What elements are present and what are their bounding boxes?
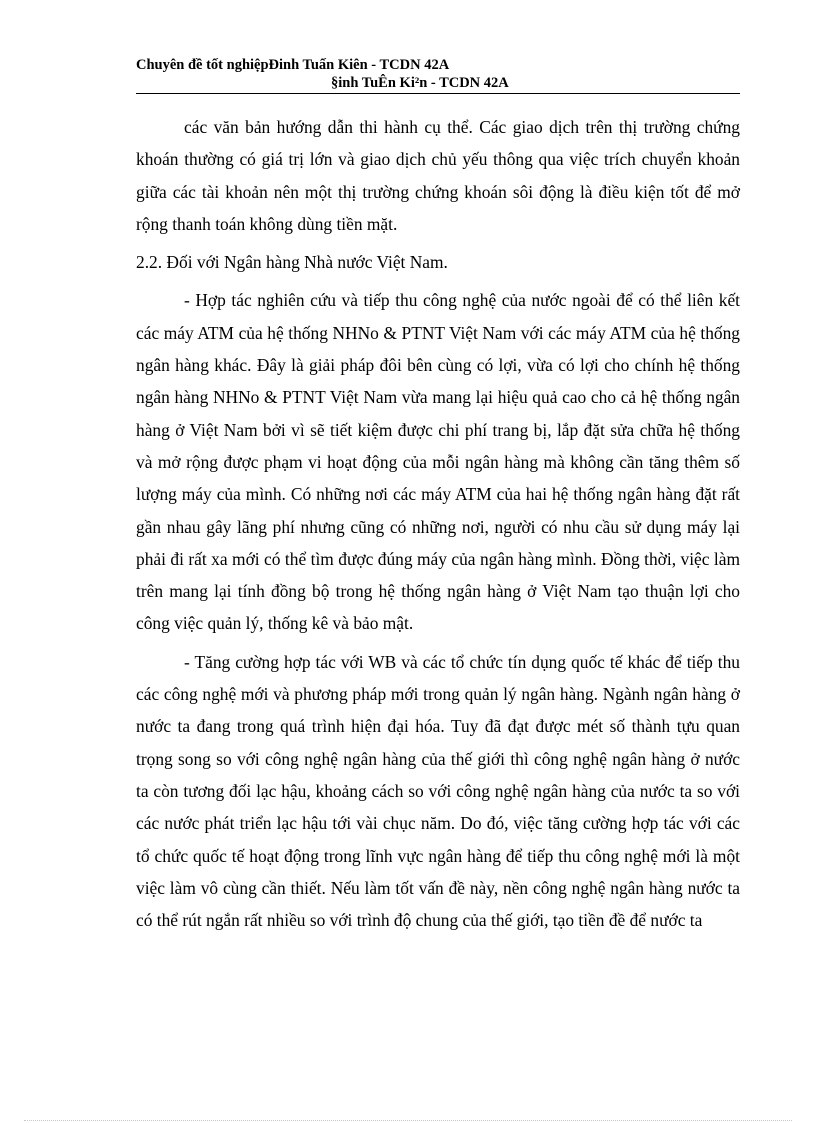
paragraph-1: các văn bản hướng dẫn thi hành cụ thể. Các giao dịch trên thị trường chứng khoán thường có giá trị lớn và giao dịch chủ yếu thông qua việc trích chuyển khoản giữa các tài khoản nên một thị trường chứng khoán sôi động là điều kiện tốt để mở rộng thanh toán không dùng tiền mặt. — [136, 117, 740, 234]
document-body — [136, 111, 740, 936]
paragraph-3: - Tăng cường hợp tác với WB và các tổ chức tín dụng quốc tế khác để tiếp thu các công nghệ mới và phương pháp mới trong quản lý ngân hàng. Ngành ngân hàng ở nước ta đang trong quá trình hiện đại hóa. Tuy đã đạt được mét số thành tựu quan trọng song so với công nghệ ngân hàng của thế giới thì công nghệ ngân hàng ở nước ta còn tương đối lạc hậu, khoảng cách so với công nghệ ngân hàng của nước ta so với các nước phát triển lạc hậu tới vài chục năm. Do đó, việc tăng cường hợp tác với các tổ chức quốc tế hoạt động trong lĩnh vực ngân hàng để tiếp thu công nghệ mới là một việc làm vô cùng cần thiết. Nếu làm tốt vấn đề này, nền công nghệ ngân hàng nước ta có thể rút ngắn rất nhiều so với trình độ chung của thế giới, tạo tiền đề để nước ta — [136, 651, 740, 931]
page-bottom-edge — [24, 1120, 792, 1121]
paragraph-2: - Hợp tác nghiên cứu và tiếp thu công nghệ của nước ngoài để có thể liên kết các máy ATM của hệ thống NHNo & PTNT Việt Nam với các máy ATM của hệ thống ngân hàng khác. Đây là giải pháp đôi bên cùng có lợi, vừa có lợi cho chính hệ thống ngân hàng NHNo & PTNT Việt Nam vừa mang lại hiệu quả cao cho cả hệ thống ngân hàng ở Việt Nam bởi vì sẽ tiết kiệm được chi phí trang bị, lắp đặt sửa chữa hệ thống và mở rộng được phạm vi hoạt động của mỗi ngân hàng mà không cần tăng thêm số lượng máy của mình. Có những nơi các máy ATM của hai hệ thống ngân hàng đặt rất gần nhau gây lãng phí nhưng cũng có những nơi, người có nhu cầu sử dụng máy lại phải đi rất xa mới có thể tìm được đúng máy của ngân hàng mình. Đồng thời, việc làm trên mang lại tính đồng bộ trong hệ thống ngân hàng ở Việt Nam tạo thuận lợi cho công việc quản lý, thống kê và bảo mật. — [136, 290, 740, 634]
section-heading: 2.2. Đối với Ngân hàng Nhà nước Việt Nam. — [136, 252, 448, 273]
page-header — [136, 56, 740, 94]
header-author-line: §inh TuÊn Ki²n - TCDN 42A — [331, 75, 509, 91]
header-title-line: Chuyên đề tốt nghiệpĐinh Tuấn Kiên - TCDN 42A — [136, 57, 450, 73]
header-rule — [136, 93, 740, 94]
